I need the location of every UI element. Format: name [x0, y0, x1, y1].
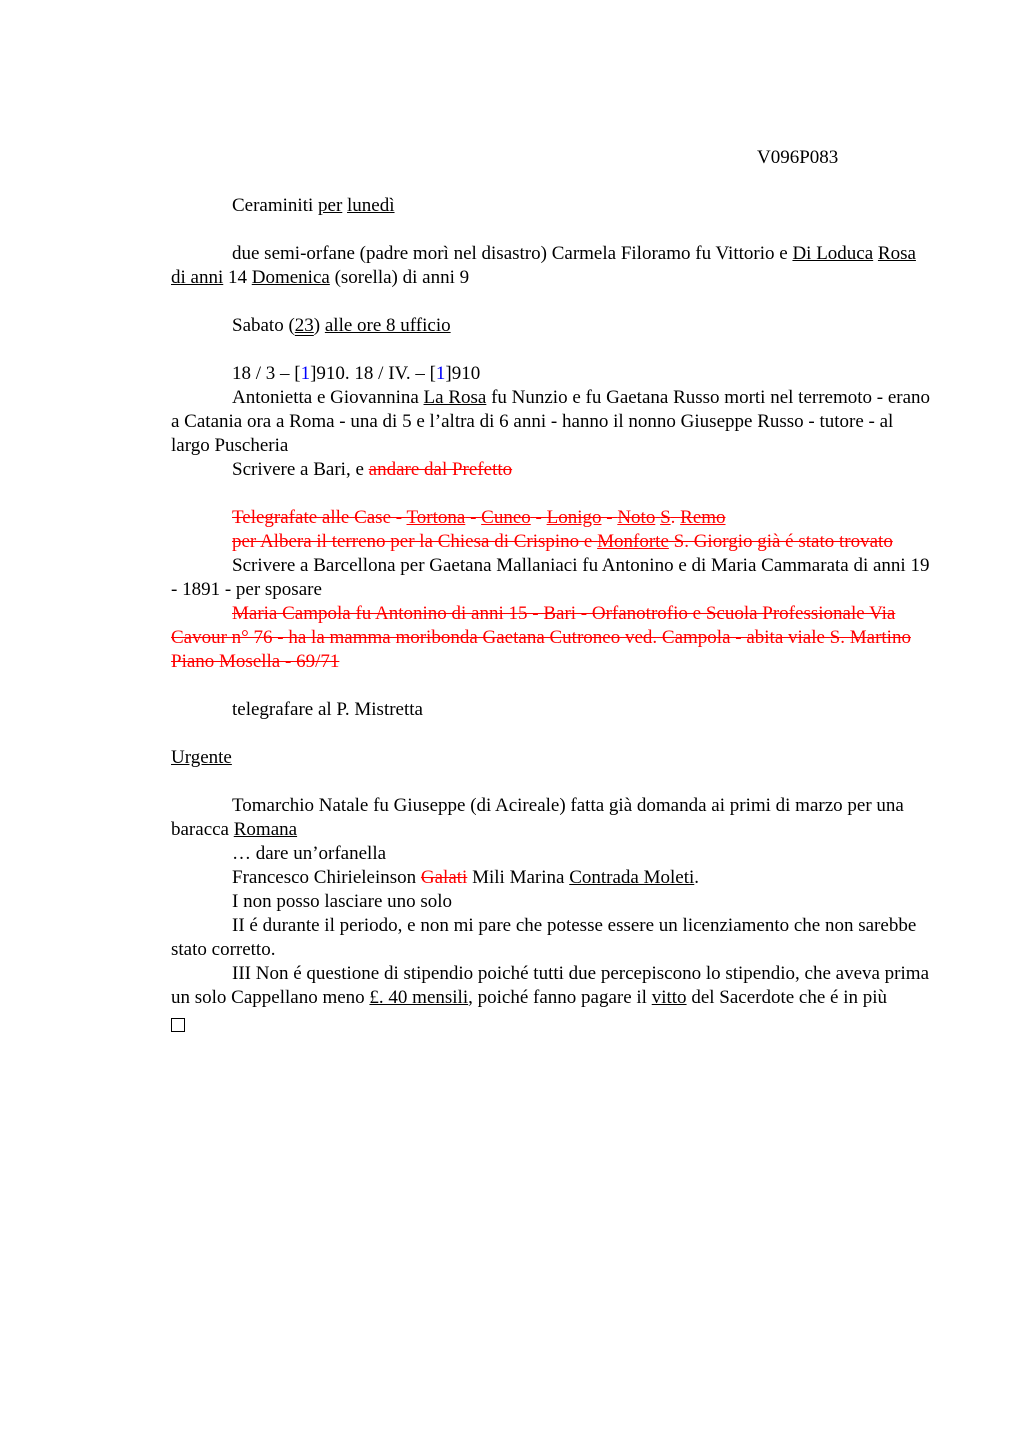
struck-text: Telegrafate alle Case - — [232, 507, 407, 528]
struck-text: per Albera il terreno per la Chiesa di Crispino e — [232, 531, 598, 552]
text-run: 14 — [223, 267, 252, 288]
underlined-text: Domenica — [251, 267, 330, 288]
paragraph — [171, 962, 931, 1010]
editorial-insertion: 1 — [435, 363, 446, 384]
text-run: Scrivere a Bari, e — [232, 459, 369, 480]
text-run: ) — [313, 315, 325, 336]
paragraph-struck: Maria Campola fu Antonino di anni 15 - Bari - Orfanotrofio e Scuola Professionale Via Cavour n° 76 - ha la mamma moribonda Gaetana Cutroneo ved. Campola - abita viale S. Martino Piano Mosella - 69/71 — [171, 603, 911, 672]
text-run: ]910 — [445, 363, 481, 384]
struck-text: - — [465, 507, 482, 528]
underlined-text: di anni — [171, 267, 224, 288]
paragraph: telegrafare al P. Mistretta — [232, 699, 423, 720]
text-run: Mili Marina — [467, 867, 570, 888]
underlined-text: vitto — [651, 987, 687, 1008]
underlined-text: Contrada Moleti — [569, 867, 695, 888]
struck-underlined-text: Tortona — [406, 507, 466, 528]
text-run: III Non é questione di stipendio poiché tutti due percepiscono lo stipendio, che aveva prima un solo Cappellano meno — [171, 963, 929, 1008]
text-run: Tomarchio Natale fu Giuseppe (di Acireale) fatta già domanda ai primi di marzo per una baracca — [171, 795, 904, 840]
struck-text: - — [601, 507, 618, 528]
struck-text: Galati — [420, 867, 468, 888]
paragraph: II é durante il periodo, e non mi pare che potesse essere un licenziamento che non sarebbe stato corretto. — [171, 915, 917, 960]
underlined-text: Rosa — [877, 243, 916, 264]
underlined-text: La Rosa — [423, 387, 487, 408]
text-run: ]910. 18 / IV. – [ — [310, 363, 436, 384]
struck-underlined-text: Noto — [617, 507, 656, 528]
checkbox-square-icon — [171, 1018, 185, 1032]
paragraph: … dare un’orfanella — [232, 843, 387, 864]
paragraph — [171, 242, 931, 290]
struck-text: . — [670, 507, 681, 528]
paragraph — [171, 866, 931, 890]
text-run: Ceraminiti — [232, 195, 319, 216]
document-body — [171, 194, 931, 1039]
text-run: 18 / 3 – [ — [232, 363, 301, 384]
checkbox-glyph — [171, 1010, 931, 1039]
text-run: , poiché fanno pagare il — [468, 987, 652, 1008]
paragraph — [171, 458, 931, 482]
underlined-text: lunedì — [347, 195, 395, 216]
paragraph — [171, 386, 931, 458]
editorial-insertion: 1 — [300, 363, 311, 384]
struck-text: - — [530, 507, 547, 528]
struck-underlined-text: S — [660, 507, 671, 528]
text-run: fu Nunzio e fu Gaetana Russo morti nel terremoto - erano a Catania ora a Roma - una di 5 e l’altra di 6 anni - hanno il nonno Giuseppe Russo - tutore - al largo Puscheria — [171, 387, 931, 456]
struck-underlined-text: Remo — [680, 507, 726, 528]
paragraph: Scrivere a Barcellona per Gaetana Mallaniaci fu Antonino e di Maria Cammarata di anni 19 - 1891 - per sposare — [171, 555, 930, 600]
paragraph — [171, 194, 931, 218]
paragraph-struck — [171, 530, 931, 554]
text-run: . — [694, 867, 700, 888]
underlined-text: alle ore 8 ufficio — [324, 315, 451, 336]
struck-underlined-text: Lonigo — [546, 507, 602, 528]
underlined-text: per — [318, 195, 343, 216]
text-run: Antonietta e Giovannina — [232, 387, 424, 408]
underlined-text: Romana — [233, 819, 298, 840]
double-underlined-text: 23 — [294, 315, 314, 336]
struck-underlined-text: Cuneo — [481, 507, 531, 528]
struck-underlined-text: Monforte — [597, 531, 669, 552]
text-run: Sabato ( — [232, 315, 295, 336]
paragraph — [171, 314, 931, 338]
struck-text: andare dal Prefetto — [368, 459, 513, 480]
paragraph — [171, 362, 931, 386]
paragraph-struck — [171, 506, 931, 530]
paragraph — [171, 794, 931, 842]
paragraph: I non posso lasciare uno solo — [232, 891, 453, 912]
text-run: Francesco Chirieleinson — [232, 867, 421, 888]
urgent-heading: Urgente — [171, 747, 232, 768]
underlined-text: Di Loduca — [792, 243, 874, 264]
text-run: due semi-orfane (padre morì nel disastro) Carmela Filoramo fu Vittorio e — [232, 243, 793, 264]
struck-text: S. Giorgio già é stato trovato — [668, 531, 893, 552]
underlined-text: £. 40 mensili — [369, 987, 469, 1008]
text-run: (sorella) di anni 9 — [329, 267, 470, 288]
page-id: V096P083 — [757, 147, 839, 168]
text-run: del Sacerdote che é in più — [686, 987, 888, 1008]
